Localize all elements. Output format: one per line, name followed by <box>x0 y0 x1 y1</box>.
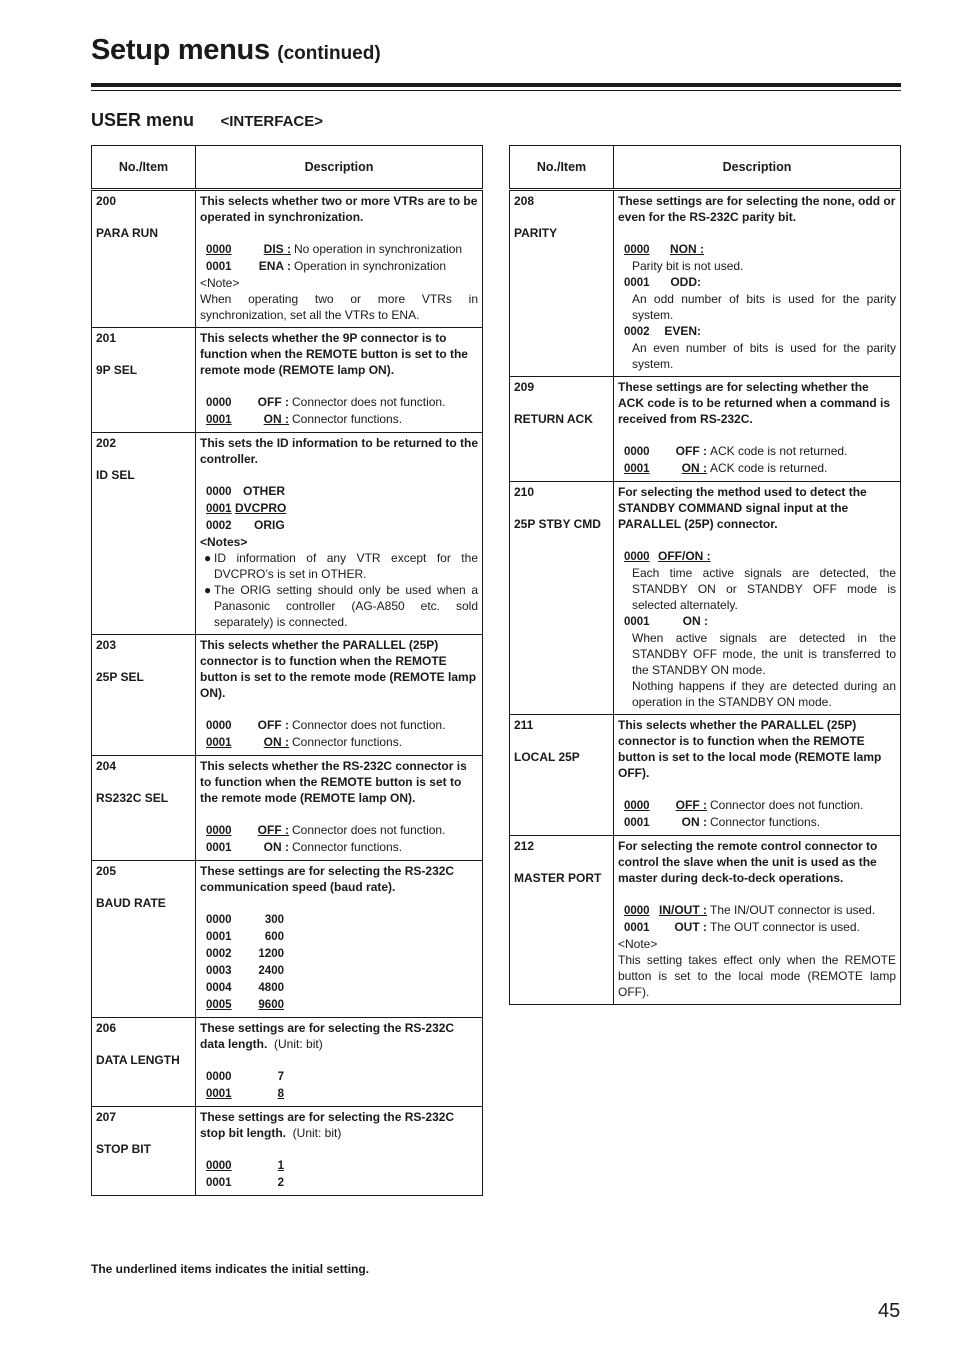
option-row: 0001 DVCPRO <box>206 501 287 515</box>
item-name: STOP BIT <box>96 1142 151 1156</box>
item-description: These settings are for selecting the none, odd or even for the RS-232C parity bit. <box>618 194 896 224</box>
item-description: This sets the ID information to be returned to the controller. <box>200 436 479 466</box>
table-row <box>92 1018 483 1107</box>
option-row: 0000 OTHER <box>206 484 285 498</box>
option-text: An odd number of bits is used for the parity system. <box>632 292 896 322</box>
col-header-no: No./Item <box>92 146 196 190</box>
page-title-continued: (continued) <box>277 43 381 64</box>
item-number: 201 <box>96 331 117 345</box>
table-row <box>92 861 483 1018</box>
description-cell <box>196 635 483 756</box>
option-text: Parity bit is not used. <box>632 259 744 273</box>
item-name: MASTER PORT <box>514 871 602 885</box>
item-description: This selects whether the PARALLEL (25P) connector is to function when the REMOTE button is set to the remote mode (REMOTE lamp ON). <box>200 638 477 700</box>
item-cell <box>92 1107 196 1196</box>
option-row: 0001 ON : Connector functions. <box>206 412 403 426</box>
description-cell <box>614 715 901 836</box>
description-cell <box>614 836 901 1005</box>
item-description: These settings are for selecting whether the ACK code is to be returned when a command is received from RS-232C. <box>618 380 891 426</box>
item-cell <box>510 836 614 1005</box>
option-row: 0002 ORIG <box>206 518 285 532</box>
option-row: 0002 EVEN: <box>624 324 701 338</box>
item-description: These settings are for selecting the RS-232C stop bit length. (Unit: bit) <box>200 1110 455 1140</box>
item-description: These settings are for selecting the RS-232C communication speed (baud rate). <box>200 864 455 894</box>
option-row: 0001 ON : ACK code is returned. <box>624 461 828 475</box>
note-text: This setting takes effect only when the REMOTE button is set to the local mode (REMOTE lamp OFF). <box>618 953 896 999</box>
item-number: 210 <box>514 485 535 499</box>
note-bullet: ● ID information of any VTR except for the DVCPRO’s is set in OTHER. <box>204 551 478 581</box>
table-row <box>92 328 483 433</box>
item-description: This selects whether the PARALLEL (25P) connector is to function when the REMOTE button is set to the local mode (REMOTE lamp OFF). <box>618 718 882 780</box>
item-cell <box>510 190 614 377</box>
item-name: 25P STBY CMD <box>514 517 601 531</box>
item-cell <box>92 433 196 635</box>
item-number: 204 <box>96 759 117 773</box>
option-row: 0001 OUT : The OUT connector is used. <box>624 920 860 934</box>
option-row: 0001 2 <box>206 1177 284 1189</box>
option-row: 0002 1200 <box>206 948 284 960</box>
option-row: 0000 300 <box>206 914 284 926</box>
option-text: An even number of bits is used for the parity system. <box>632 341 896 371</box>
option-row: 0000 IN/OUT : The IN/OUT connector is used. <box>624 903 876 917</box>
item-number: 208 <box>514 194 535 208</box>
table-header <box>510 146 901 190</box>
item-name: 25P SEL <box>96 670 144 684</box>
description-cell <box>614 377 901 482</box>
unit-label: (Unit: bit) <box>274 1037 323 1051</box>
menu-table-left <box>91 145 483 1196</box>
page-title-main: Setup menus <box>91 34 270 66</box>
item-number: 205 <box>96 864 117 878</box>
menu-table-right <box>509 145 901 1005</box>
section-title: USER menu <box>91 110 195 130</box>
description-cell <box>196 1018 483 1107</box>
item-number: 202 <box>96 436 117 450</box>
item-name: RETURN ACK <box>514 412 593 426</box>
note-heading: <Note> <box>200 276 240 290</box>
item-description: For selecting the remote control connector to control the slave when the unit is used as the master during deck-to-deck operations. <box>618 839 878 885</box>
item-name: DATA LENGTH <box>96 1053 180 1067</box>
table-row <box>92 1107 483 1196</box>
note-heading: <Notes> <box>200 535 248 549</box>
option-row: 0001 ON : Connector functions. <box>206 735 403 749</box>
item-cell <box>92 756 196 861</box>
option-row: 0000 OFF : ACK code is not returned. <box>624 444 848 458</box>
option-row: 0000 NON : <box>624 242 704 256</box>
item-cell <box>92 1018 196 1107</box>
description-cell <box>196 433 483 635</box>
description-cell <box>196 861 483 1018</box>
section-heading <box>91 110 323 131</box>
table-row <box>92 756 483 861</box>
table-row <box>510 190 901 377</box>
description-cell <box>614 482 901 715</box>
title-rule-thin <box>91 90 901 91</box>
item-number: 212 <box>514 839 535 853</box>
description-cell <box>196 756 483 861</box>
table-row <box>510 377 901 482</box>
option-row: 0001 ENA : Operation in synchronization <box>206 259 447 273</box>
option-row: 0005 9600 <box>206 999 284 1011</box>
item-cell <box>92 190 196 328</box>
option-row: 0000 OFF : Connector does not function. <box>206 395 446 409</box>
option-row: 0000 OFF/ON : <box>624 549 711 563</box>
table-row <box>92 190 483 328</box>
item-description: This selects whether the 9P connector is to function when the REMOTE button is set to the remote mode (REMOTE lamp ON). <box>200 331 468 377</box>
item-number: 211 <box>514 718 534 732</box>
option-row: 0000 OFF : Connector does not function. <box>206 718 446 732</box>
item-name: LOCAL 25P <box>514 750 580 764</box>
bullet-icon: ● <box>204 583 212 597</box>
option-text: Nothing happens if they are detected during an operation in the STANDBY ON mode. <box>632 679 896 709</box>
description-cell <box>614 190 901 377</box>
description-cell <box>196 190 483 328</box>
option-row: 0000 OFF : Connector does not function. <box>624 798 864 812</box>
item-number: 203 <box>96 638 117 652</box>
item-cell <box>510 377 614 482</box>
item-name: PARITY <box>514 226 558 240</box>
item-description: This selects whether the RS-232C connector is to function when the REMOTE button is set to the remote mode (REMOTE lamp ON). <box>200 759 467 805</box>
item-name: PARA RUN <box>96 226 158 240</box>
item-number: 206 <box>96 1021 117 1035</box>
table-row <box>92 433 483 635</box>
item-cell <box>92 328 196 433</box>
option-text: When active signals are detected in the STANDBY OFF mode, the unit is transferred to the STANDBY ON mode. <box>632 631 896 677</box>
page-number: 45 <box>878 1300 901 1322</box>
table-row <box>510 715 901 836</box>
table-row <box>510 482 901 715</box>
item-name: BAUD RATE <box>96 896 166 910</box>
unit-label: (Unit: bit) <box>292 1126 342 1140</box>
item-name: 9P SEL <box>96 363 138 377</box>
item-number: 207 <box>96 1110 117 1124</box>
table-row <box>92 635 483 756</box>
item-description: These settings are for selecting the RS-232C data length. (Unit: bit) <box>200 1021 455 1051</box>
item-description: This selects whether two or more VTRs are to be operated in synchronization. <box>200 194 478 224</box>
note-heading: <Note> <box>618 937 658 951</box>
bullet-icon: ● <box>204 551 212 565</box>
col-header-desc: Description <box>196 146 483 190</box>
item-cell <box>510 482 614 715</box>
item-name: ID SEL <box>96 468 135 482</box>
option-row: 0001 ON : <box>624 614 708 628</box>
option-row: 0001 8 <box>206 1088 284 1100</box>
option-row: 0000 DIS : No operation in synchronization <box>206 242 463 256</box>
option-row: 0001 ODD: <box>624 275 701 289</box>
option-row: 0000 1 <box>206 1160 284 1172</box>
item-number: 200 <box>96 194 117 208</box>
page-title <box>91 34 381 67</box>
title-rule-thick <box>91 83 901 87</box>
option-row: 0001 600 <box>206 931 284 943</box>
item-cell <box>510 715 614 836</box>
col-header-no: No./Item <box>510 146 614 190</box>
option-row: 0003 2400 <box>206 965 284 977</box>
item-name: RS232C SEL <box>96 791 169 805</box>
option-row: 0004 4800 <box>206 982 284 994</box>
table-header <box>92 146 483 190</box>
description-cell <box>196 328 483 433</box>
note-bullet: ● The ORIG setting should only be used when a Panasonic controller (AG-A850 etc. sold separately) is connected. <box>204 583 478 629</box>
item-cell <box>92 635 196 756</box>
item-cell <box>92 861 196 1018</box>
item-number: 209 <box>514 380 535 394</box>
note-text: When operating two or more VTRs in synchronization, set all the VTRs to ENA. <box>200 292 478 322</box>
col-header-desc: Description <box>614 146 901 190</box>
option-text: Each time active signals are detected, the STANDBY ON or STANDBY OFF mode is selected alternately. <box>632 566 896 612</box>
footnote: The underlined items indicates the initial setting. <box>91 1262 370 1276</box>
item-description: For selecting the method used to detect the STANDBY COMMAND signal input at the PARALLEL (25P) connector. <box>618 485 867 531</box>
section-subtitle: <INTERFACE> <box>220 113 324 130</box>
option-row: 0000 7 <box>206 1071 284 1083</box>
option-row: 0000 OFF : Connector does not function. <box>206 823 446 837</box>
option-row: 0001 ON : Connector functions. <box>206 840 403 854</box>
description-cell <box>196 1107 483 1196</box>
option-row: 0001 ON : Connector functions. <box>624 815 821 829</box>
table-row <box>510 836 901 1005</box>
